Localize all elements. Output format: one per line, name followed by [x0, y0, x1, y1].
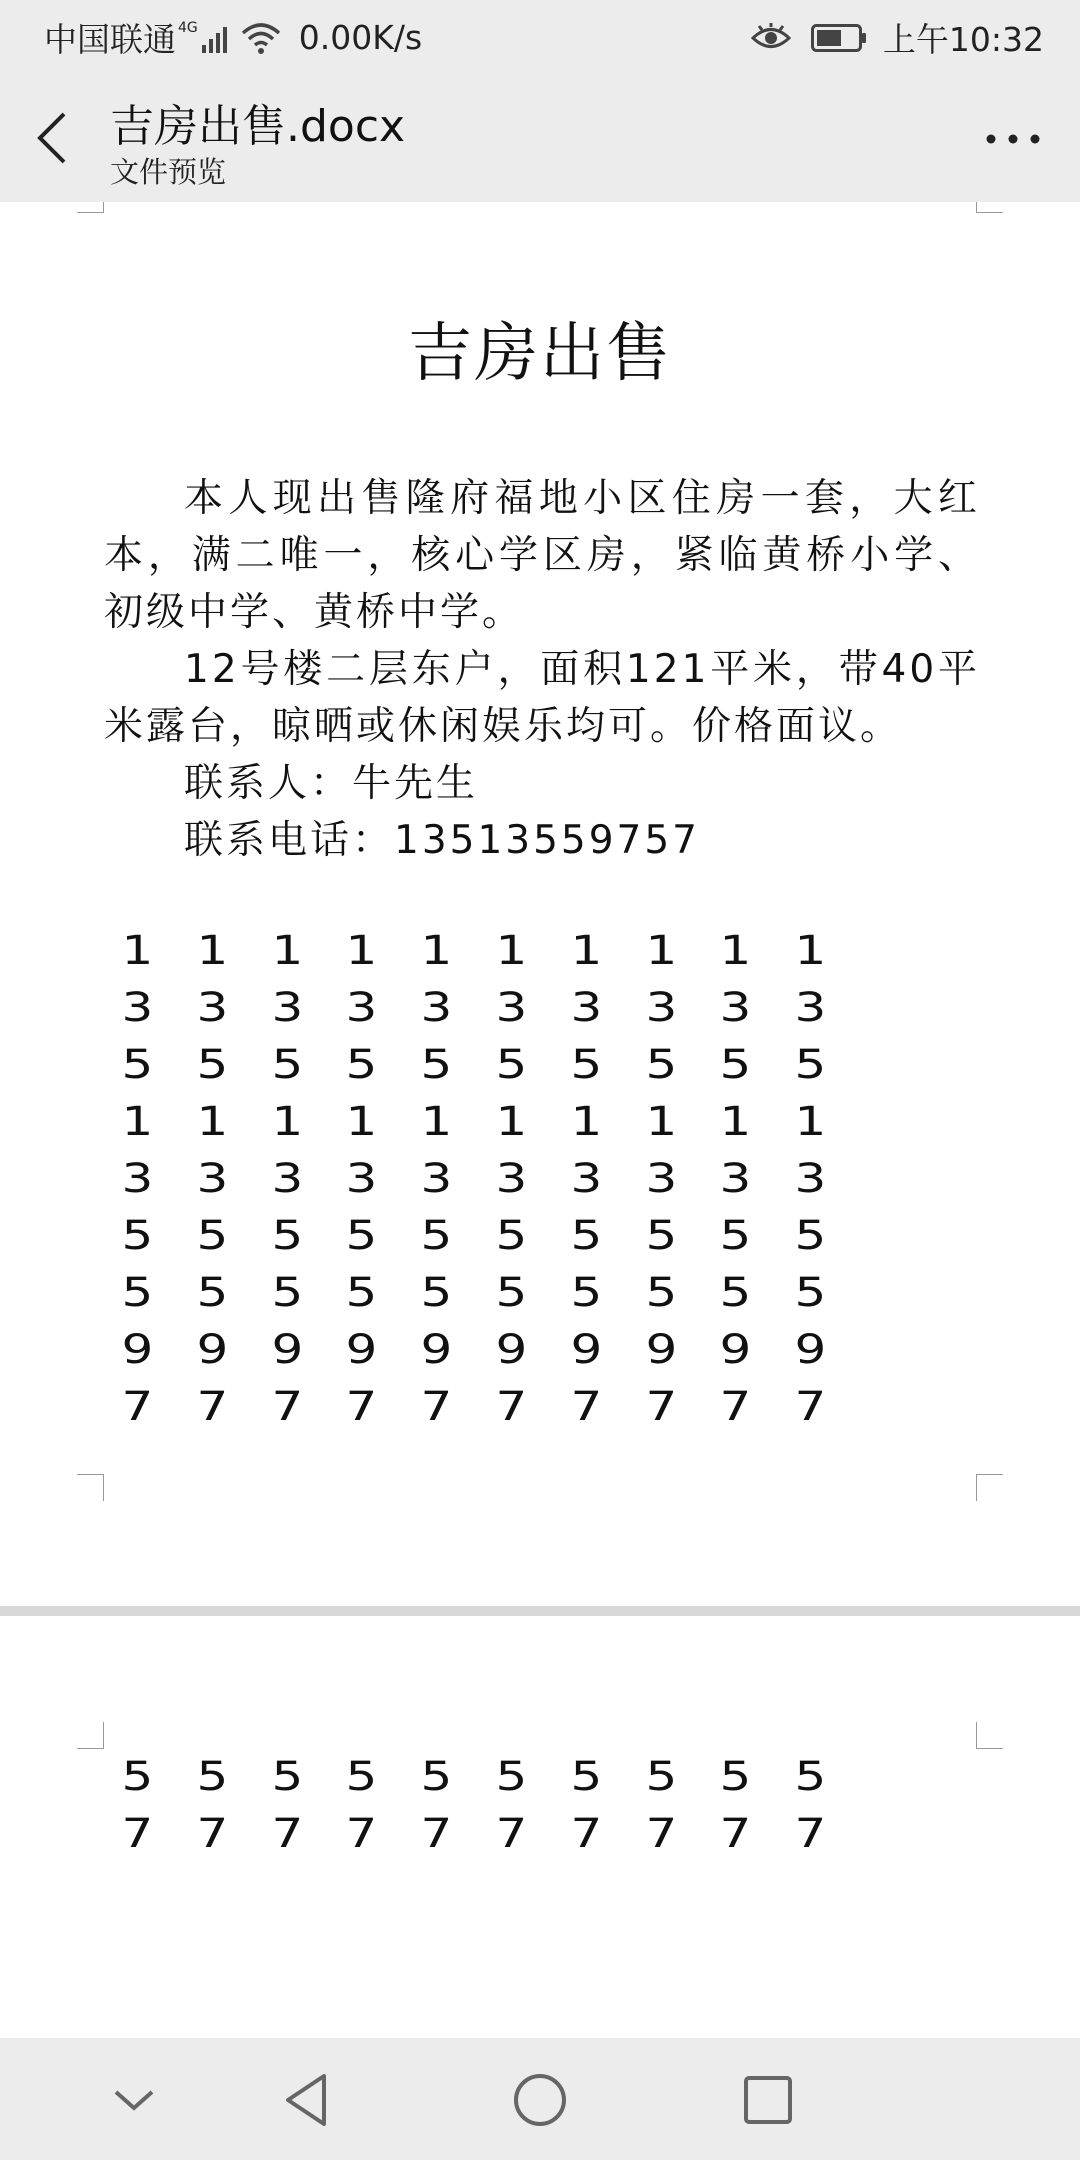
digit-cell: 9	[794, 1326, 827, 1373]
digit-cell: 1	[121, 927, 154, 974]
more-dots-icon[interactable]	[978, 114, 1048, 164]
carrier-label: 中国联通	[44, 20, 176, 59]
document-file-name: 吉房出售.docx	[110, 101, 406, 152]
page-corner-mark	[77, 202, 104, 213]
page-corner-mark	[976, 202, 1003, 213]
digit-cell: 5	[570, 1041, 603, 1088]
digit-cell: 5	[196, 1212, 229, 1259]
digit-cell: 7	[345, 1383, 378, 1430]
digit-cell: 1	[570, 927, 603, 974]
digit-cell: 5	[794, 1753, 827, 1800]
digit-cell: 7	[794, 1383, 827, 1430]
digit-cell: 5	[420, 1269, 453, 1316]
page-corner-mark	[77, 1474, 104, 1501]
digit-cell: 5	[271, 1212, 303, 1259]
signal-icon	[202, 23, 227, 53]
digit-cell: 1	[570, 1098, 603, 1145]
digit-cell: 5	[121, 1753, 154, 1800]
home-circle-icon[interactable]	[508, 2068, 572, 2132]
digit-cell: 5	[121, 1269, 154, 1316]
status-bar	[0, 0, 1080, 74]
digit-cell: 3	[570, 984, 603, 1031]
digit-cell: 7	[271, 1810, 303, 1857]
digit-cell: 1	[645, 927, 677, 974]
digit-cell: 1	[495, 1098, 528, 1145]
digit-cell: 9	[121, 1326, 154, 1373]
app-title-bar	[0, 74, 1080, 202]
digit-cell: 5	[196, 1041, 229, 1088]
digit-cell: 5	[271, 1041, 303, 1088]
clock: 上午10:32	[882, 20, 1044, 59]
digit-cell: 9	[495, 1326, 528, 1373]
digit-cell: 7	[121, 1383, 154, 1430]
digit-cell: 5	[121, 1212, 154, 1259]
page-corner-mark	[77, 1722, 104, 1749]
paragraph: 12号楼二层东户，面积121平米，带40平米露台，晾晒或休闲娱乐均可。价格面议。	[104, 647, 980, 749]
digit-cell: 1	[719, 927, 752, 974]
digit-cell: 7	[719, 1383, 752, 1430]
digit-cell: 1	[794, 927, 827, 974]
digit-cell: 5	[345, 1753, 378, 1800]
digit-cell: 7	[570, 1810, 603, 1857]
digit-cell: 7	[495, 1810, 528, 1857]
digit-cell: 9	[719, 1326, 752, 1373]
digit-cell: 3	[495, 984, 528, 1031]
digit-table	[100, 922, 848, 1435]
digit-cell: 1	[121, 1098, 154, 1145]
digit-cell: 7	[196, 1383, 229, 1430]
digit-cell: 7	[794, 1810, 827, 1857]
network-speed: 0.00K/s	[298, 18, 423, 57]
digit-row	[100, 922, 848, 979]
digit-cell: 3	[719, 1155, 752, 1202]
back-arrow-icon[interactable]	[30, 106, 74, 170]
contact-person: 联系人：牛先生	[184, 761, 479, 806]
document-heading: 吉房出售	[408, 317, 672, 391]
digit-cell: 1	[345, 1098, 378, 1145]
digit-cell: 1	[271, 1098, 303, 1145]
digit-row	[100, 1748, 848, 1805]
digit-cell: 5	[570, 1212, 603, 1259]
digit-cell: 5	[345, 1041, 378, 1088]
document-viewer[interactable]	[0, 202, 1080, 2038]
digit-cell: 5	[495, 1041, 528, 1088]
digit-cell: 7	[196, 1810, 229, 1857]
page-corner-mark	[976, 1722, 1003, 1749]
digit-cell: 5	[645, 1212, 677, 1259]
digit-cell: 5	[794, 1269, 827, 1316]
digit-cell: 9	[196, 1326, 229, 1373]
digit-cell: 5	[196, 1269, 229, 1316]
chevron-down-icon[interactable]	[102, 2068, 166, 2132]
digit-row	[100, 1207, 848, 1264]
digit-cell: 9	[570, 1326, 603, 1373]
digit-cell: 5	[271, 1269, 303, 1316]
digit-cell: 3	[121, 984, 154, 1031]
digit-cell: 3	[271, 1155, 303, 1202]
recents-square-icon[interactable]	[736, 2068, 800, 2132]
digit-cell: 5	[570, 1269, 603, 1316]
battery-icon	[811, 24, 867, 52]
digit-row	[100, 1378, 848, 1435]
digit-table	[100, 1748, 848, 1862]
digit-cell: 1	[794, 1098, 827, 1145]
digit-cell: 1	[495, 927, 528, 974]
digit-cell: 1	[719, 1098, 752, 1145]
digit-cell: 3	[420, 1155, 453, 1202]
digit-cell: 5	[495, 1212, 528, 1259]
digit-cell: 5	[345, 1212, 378, 1259]
digit-cell: 3	[645, 1155, 677, 1202]
digit-cell: 5	[794, 1041, 827, 1088]
digit-cell: 3	[196, 1155, 229, 1202]
digit-cell: 7	[121, 1810, 154, 1857]
digit-cell: 5	[196, 1753, 229, 1800]
system-navigation-bar	[0, 2038, 1080, 2160]
digit-cell: 5	[420, 1041, 453, 1088]
digit-cell: 5	[719, 1041, 752, 1088]
digit-cell: 5	[121, 1041, 154, 1088]
digit-cell: 3	[719, 984, 752, 1031]
digit-cell: 1	[420, 1098, 453, 1145]
digit-cell: 7	[420, 1810, 453, 1857]
digit-cell: 7	[719, 1810, 752, 1857]
digit-cell: 1	[196, 927, 229, 974]
digit-cell: 5	[345, 1269, 378, 1316]
digit-cell: 3	[495, 1155, 528, 1202]
digit-row	[100, 1150, 848, 1207]
digit-cell: 3	[645, 984, 677, 1031]
digit-cell: 5	[570, 1753, 603, 1800]
digit-cell: 5	[495, 1753, 528, 1800]
digit-cell: 5	[719, 1269, 752, 1316]
network-type-label: 4G	[178, 19, 198, 36]
digit-cell: 5	[495, 1269, 528, 1316]
digit-cell: 3	[345, 1155, 378, 1202]
digit-cell: 5	[645, 1269, 677, 1316]
digit-cell: 5	[271, 1753, 303, 1800]
digit-cell: 5	[645, 1041, 677, 1088]
digit-cell: 7	[495, 1383, 528, 1430]
digit-row	[100, 1036, 848, 1093]
eye-comfort-icon	[751, 23, 791, 53]
digit-row	[100, 1093, 848, 1150]
digit-cell: 5	[420, 1212, 453, 1259]
digit-cell: 9	[345, 1326, 378, 1373]
digit-cell: 3	[345, 984, 378, 1031]
digit-cell: 5	[794, 1212, 827, 1259]
digit-cell: 5	[719, 1212, 752, 1259]
digit-cell: 1	[271, 927, 303, 974]
digit-cell: 3	[196, 984, 229, 1031]
digit-cell: 9	[645, 1326, 677, 1373]
digit-cell: 3	[420, 984, 453, 1031]
digit-cell: 7	[645, 1383, 677, 1430]
digit-cell: 9	[271, 1326, 303, 1373]
digit-cell: 7	[420, 1383, 453, 1430]
digit-cell: 7	[570, 1383, 603, 1430]
digit-cell: 7	[271, 1383, 303, 1430]
digit-cell: 7	[645, 1810, 677, 1857]
digit-cell: 1	[645, 1098, 677, 1145]
contact-phone: 联系电话：13513559757	[184, 818, 700, 863]
digit-cell: 1	[196, 1098, 229, 1145]
digit-cell: 5	[645, 1753, 677, 1800]
digit-row	[100, 1321, 848, 1378]
digit-cell: 5	[719, 1753, 752, 1800]
digit-cell: 5	[420, 1753, 453, 1800]
page-corner-mark	[976, 1474, 1003, 1501]
digit-cell: 3	[570, 1155, 603, 1202]
digit-cell: 3	[794, 984, 827, 1031]
digit-cell: 1	[345, 927, 378, 974]
document-preview-label: 文件预览	[110, 155, 227, 189]
digit-cell: 3	[794, 1155, 827, 1202]
back-triangle-icon[interactable]	[276, 2068, 340, 2132]
digit-cell: 1	[420, 927, 453, 974]
digit-row	[100, 1264, 848, 1321]
digit-row	[100, 979, 848, 1036]
digit-cell: 7	[345, 1810, 378, 1857]
wifi-icon	[241, 21, 281, 55]
digit-cell: 3	[271, 984, 303, 1031]
digit-cell: 3	[121, 1155, 154, 1202]
paragraph: 本人现出售隆府福地小区住房一套，大红本，满二唯一，核心学区房，紧临黄桥小学、初级中学、黄桥中学。	[104, 476, 980, 635]
page-separator	[0, 1606, 1080, 1616]
digit-row	[100, 1805, 848, 1862]
digit-cell: 9	[420, 1326, 453, 1373]
